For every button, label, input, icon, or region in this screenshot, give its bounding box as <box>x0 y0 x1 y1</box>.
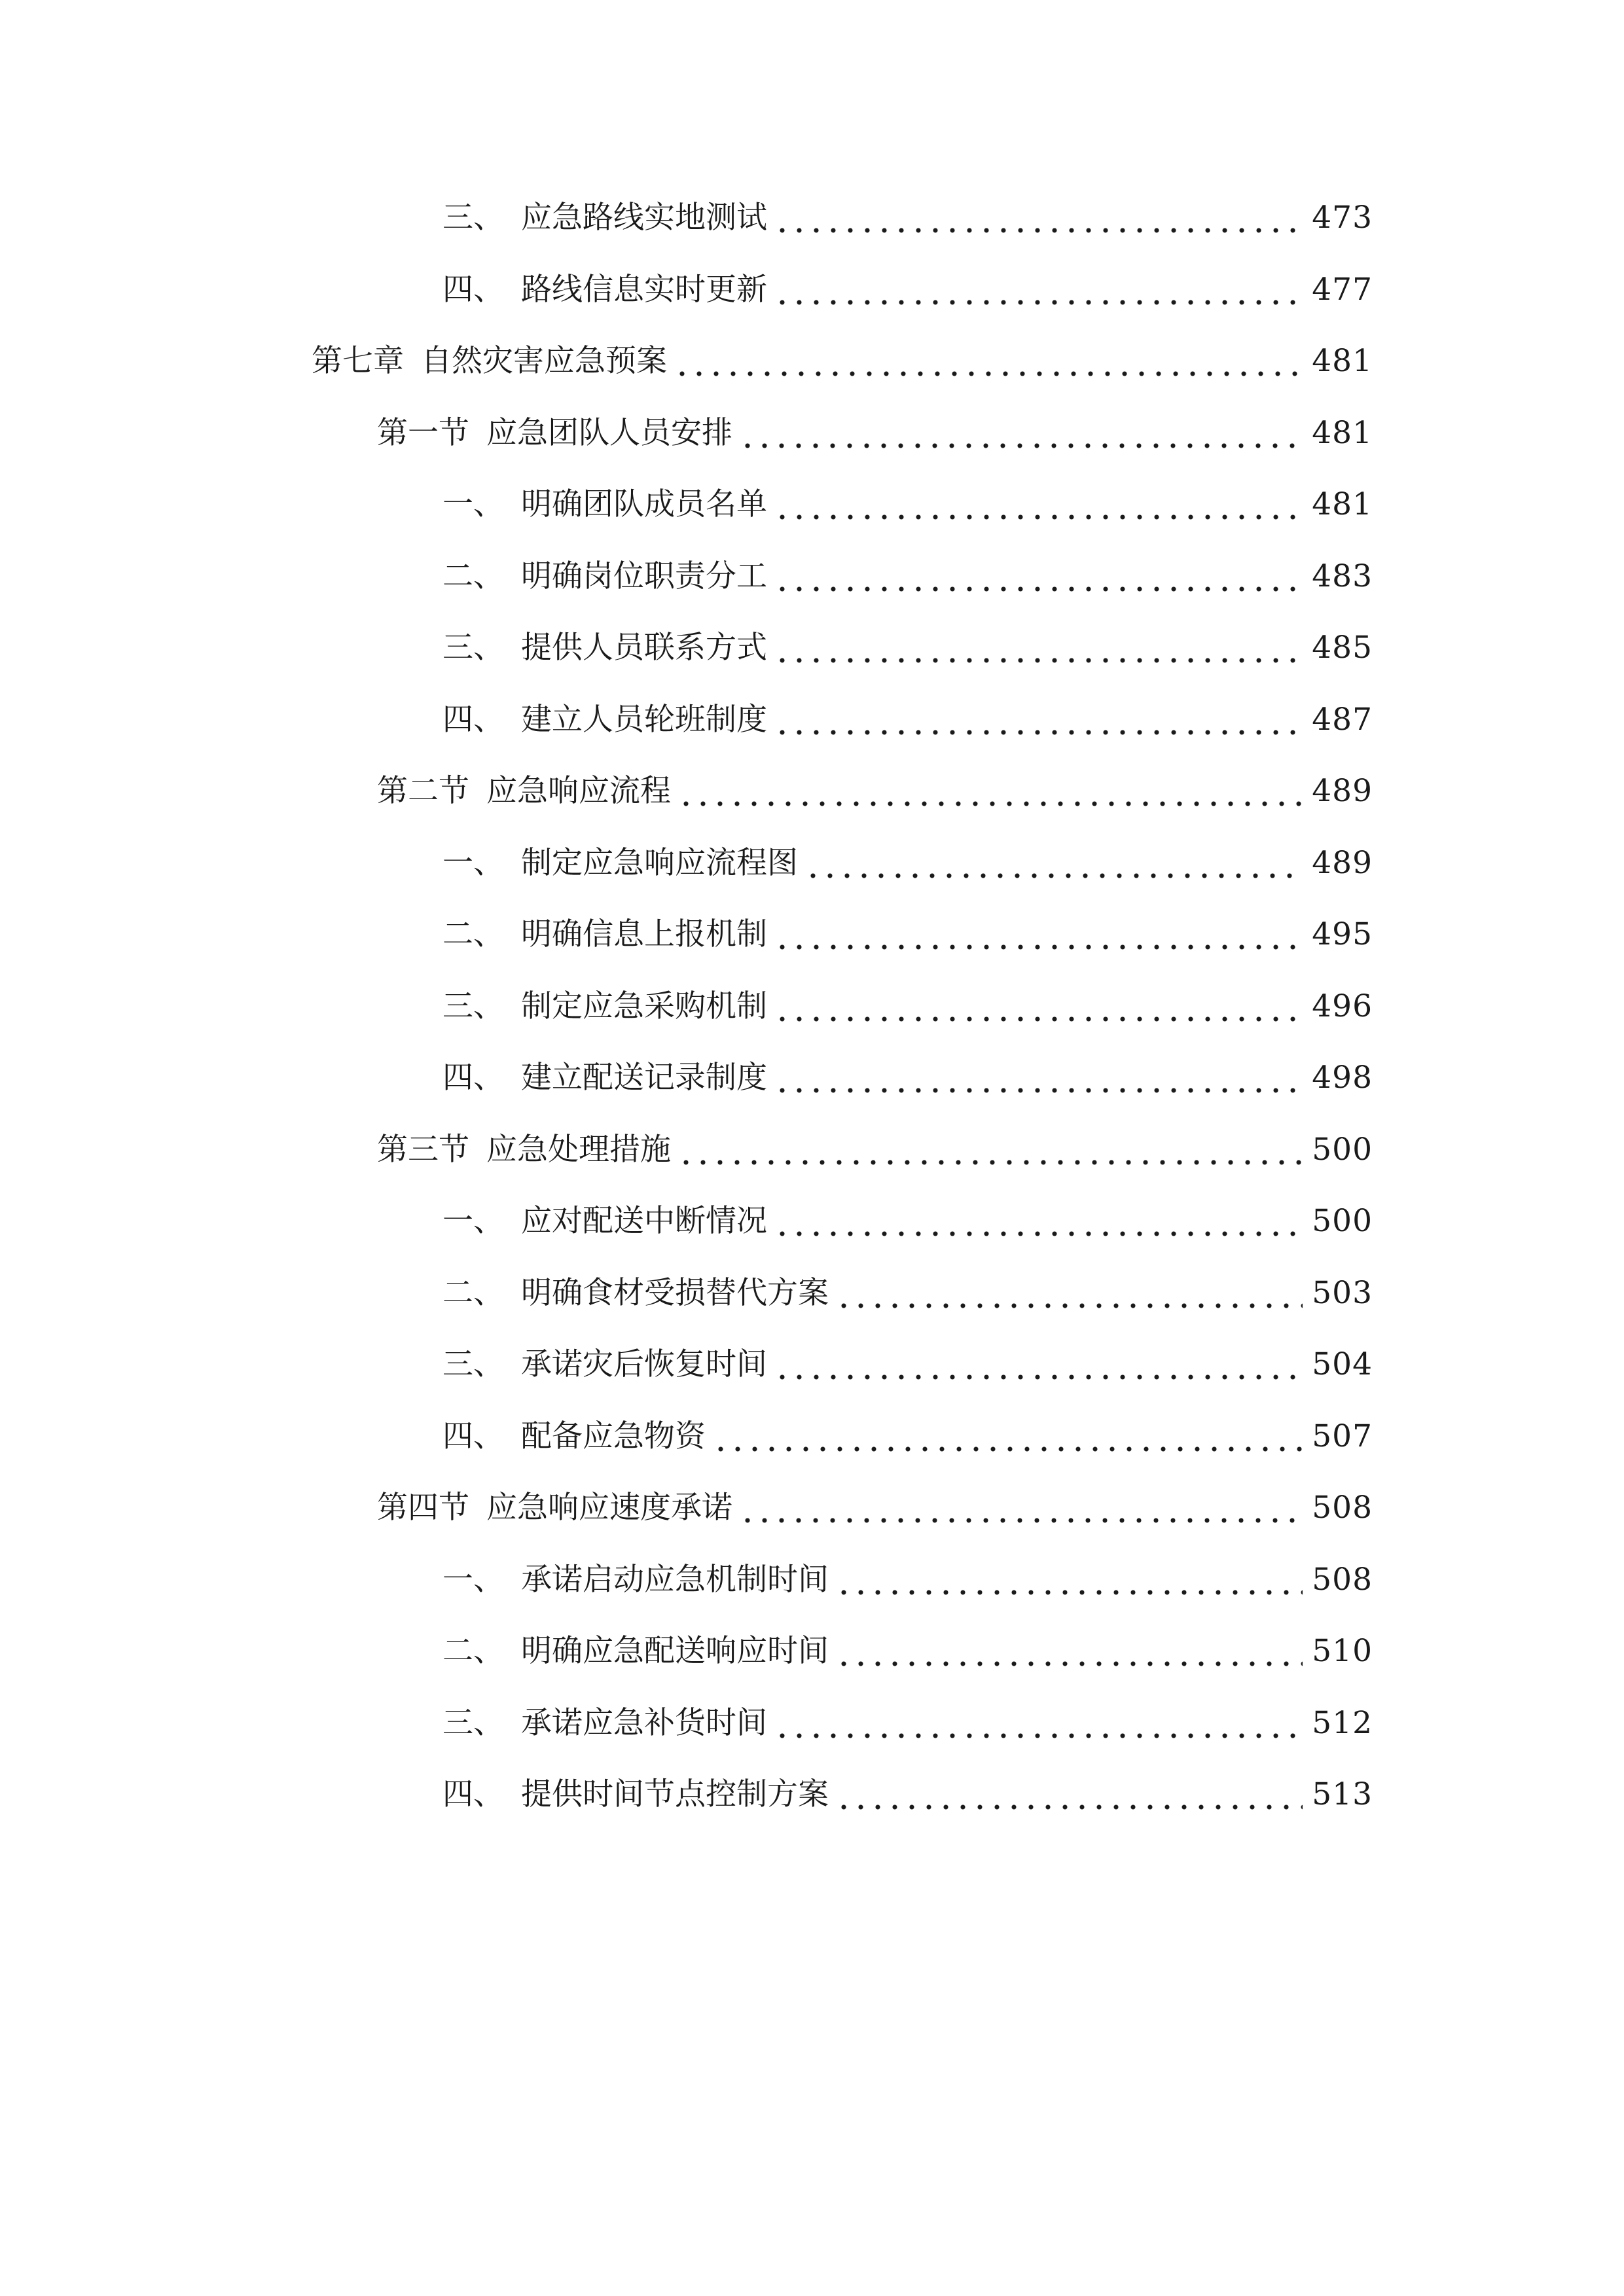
toc-entry-number: 三、 <box>442 1705 504 1741</box>
toc-entry-section[interactable] <box>377 410 1373 456</box>
toc-entry-title: 自然灾害应急预案 <box>421 343 667 379</box>
toc-entry-title: 提供人员联系方式 <box>521 630 767 666</box>
toc-entry-page-number: 508 <box>1312 1490 1373 1526</box>
toc-entry-title: 应急路线实地测试 <box>521 200 767 236</box>
toc-entry-number: 四、 <box>442 1776 504 1812</box>
dot-leader <box>739 410 1303 456</box>
toc-entry-page-number: 481 <box>1312 415 1373 451</box>
toc-entry-item[interactable] <box>442 697 1373 743</box>
toc-entry-chapter[interactable] <box>312 338 1373 384</box>
dot-leader <box>774 1342 1303 1388</box>
dot-leader <box>774 1198 1303 1244</box>
toc-entry-item[interactable] <box>442 912 1373 958</box>
toc-entry-page-number: 489 <box>1312 845 1373 881</box>
toc-entry-page-number: 496 <box>1312 988 1373 1024</box>
dot-leader <box>804 840 1303 886</box>
toc-entry-section[interactable] <box>377 1127 1373 1173</box>
toc-entry-number: 第二节 <box>377 773 469 809</box>
dot-leader <box>774 1055 1303 1101</box>
toc-entry-item[interactable] <box>442 1628 1373 1674</box>
toc-entry-item[interactable] <box>442 195 1373 241</box>
toc-entry-title: 配备应急物资 <box>521 1418 706 1454</box>
toc-entry-title: 应急响应速度承诺 <box>486 1490 732 1526</box>
toc-entry-number: 二、 <box>442 916 504 952</box>
toc-entry-page-number: 481 <box>1312 343 1373 379</box>
toc-entry-item[interactable] <box>442 1414 1373 1460</box>
toc-entry-number: 第四节 <box>377 1490 469 1526</box>
dot-leader <box>774 1700 1303 1746</box>
toc-entry-title: 明确团队成员名单 <box>521 486 767 522</box>
toc-entry-page-number: 507 <box>1312 1418 1373 1454</box>
toc-entry-section[interactable] <box>377 1485 1373 1531</box>
toc-entry-title: 承诺灾后恢复时间 <box>521 1346 767 1382</box>
toc-entry-title: 明确信息上报机制 <box>521 916 767 952</box>
toc-entry-number: 四、 <box>442 702 504 738</box>
dot-leader <box>774 697 1303 743</box>
toc-entry-number: 四、 <box>442 1418 504 1454</box>
toc-entry-item[interactable] <box>442 1700 1373 1746</box>
toc-entry-item[interactable] <box>442 1270 1373 1316</box>
toc-entry-item[interactable] <box>442 482 1373 528</box>
toc-entry-item[interactable] <box>442 554 1373 600</box>
toc-entry-page-number: 500 <box>1312 1132 1373 1168</box>
toc-entry-item[interactable] <box>442 267 1373 313</box>
dot-leader <box>774 625 1303 671</box>
toc-entry-number: 第三节 <box>377 1132 469 1168</box>
toc-entry-title: 建立人员轮班制度 <box>521 702 767 738</box>
toc-entry-number: 一、 <box>442 1203 504 1239</box>
toc-entry-page-number: 513 <box>1312 1776 1373 1812</box>
toc-entry-title: 明确食材受损替代方案 <box>521 1275 829 1311</box>
toc-entry-page-number: 510 <box>1312 1633 1373 1669</box>
toc-entry-page-number: 483 <box>1312 558 1373 594</box>
toc-entry-number: 第一节 <box>377 415 469 451</box>
toc-entry-title: 承诺启动应急机制时间 <box>521 1562 829 1598</box>
toc-entry-title: 明确应急配送响应时间 <box>521 1633 829 1669</box>
toc-entry-page-number: 473 <box>1312 200 1373 236</box>
toc-entry-title: 路线信息实时更新 <box>521 272 767 308</box>
toc-entry-title: 制定应急采购机制 <box>521 988 767 1024</box>
dot-leader <box>835 1628 1303 1674</box>
toc-entry-item[interactable] <box>442 1198 1373 1244</box>
toc-entry-title: 提供时间节点控制方案 <box>521 1776 829 1812</box>
toc-entry-page-number: 489 <box>1312 773 1373 809</box>
toc-entry-page-number: 487 <box>1312 702 1373 738</box>
toc-entry-title: 应急团队人员安排 <box>486 415 732 451</box>
dot-leader <box>677 1127 1303 1173</box>
toc-entry-item[interactable] <box>442 1342 1373 1388</box>
toc-entry-number: 二、 <box>442 558 504 594</box>
toc-entry-page-number: 503 <box>1312 1275 1373 1311</box>
dot-leader <box>835 1557 1303 1603</box>
dot-leader <box>774 482 1303 528</box>
toc-entry-page-number: 508 <box>1312 1562 1373 1598</box>
toc-entry-number: 四、 <box>442 272 504 308</box>
toc-entry-section[interactable] <box>377 768 1373 814</box>
dot-leader <box>674 338 1303 384</box>
toc-entry-item[interactable] <box>442 840 1373 886</box>
toc-entry-number: 二、 <box>442 1633 504 1669</box>
toc-entry-number: 一、 <box>442 486 504 522</box>
toc-entry-title: 制定应急响应流程图 <box>521 845 798 881</box>
dot-leader <box>677 768 1303 814</box>
dot-leader <box>835 1772 1303 1818</box>
toc-entry-page-number: 481 <box>1312 486 1373 522</box>
dot-leader <box>774 554 1303 600</box>
toc-entry-number: 二、 <box>442 1275 504 1311</box>
toc-entry-page-number: 512 <box>1312 1705 1373 1741</box>
dot-leader <box>712 1414 1303 1460</box>
toc-entry-number: 三、 <box>442 1346 504 1382</box>
toc-entry-item[interactable] <box>442 984 1373 1030</box>
toc-entry-title: 应急响应流程 <box>486 773 671 809</box>
toc-entry-page-number: 500 <box>1312 1203 1373 1239</box>
toc-entry-number: 三、 <box>442 200 504 236</box>
dot-leader <box>774 984 1303 1030</box>
toc-entry-item[interactable] <box>442 1772 1373 1818</box>
toc-entry-page-number: 495 <box>1312 916 1373 952</box>
toc-entry-number: 第七章 <box>312 343 404 379</box>
toc-entry-title: 明确岗位职责分工 <box>521 558 767 594</box>
toc-entry-page-number: 485 <box>1312 630 1373 666</box>
dot-leader <box>774 267 1303 313</box>
toc-entry-number: 三、 <box>442 988 504 1024</box>
toc-entry-number: 一、 <box>442 845 504 881</box>
toc-entry-title: 应对配送中断情况 <box>521 1203 767 1239</box>
toc-entry-title: 承诺应急补货时间 <box>521 1705 767 1741</box>
toc-entry-title: 应急处理措施 <box>486 1132 671 1168</box>
toc-entry-item[interactable] <box>442 1055 1373 1101</box>
dot-leader <box>835 1270 1303 1316</box>
toc-entry-title: 建立配送记录制度 <box>521 1060 767 1096</box>
toc-entry-number: 一、 <box>442 1562 504 1598</box>
toc-entry-number: 三、 <box>442 630 504 666</box>
toc-entry-page-number: 477 <box>1312 272 1373 308</box>
toc-entry-page-number: 498 <box>1312 1060 1373 1096</box>
dot-leader <box>774 912 1303 958</box>
toc-entry-number: 四、 <box>442 1060 504 1096</box>
dot-leader <box>739 1485 1303 1531</box>
dot-leader <box>774 195 1303 241</box>
toc-entry-item[interactable] <box>442 625 1373 671</box>
toc-entry-page-number: 504 <box>1312 1346 1373 1382</box>
toc-entry-item[interactable] <box>442 1557 1373 1603</box>
